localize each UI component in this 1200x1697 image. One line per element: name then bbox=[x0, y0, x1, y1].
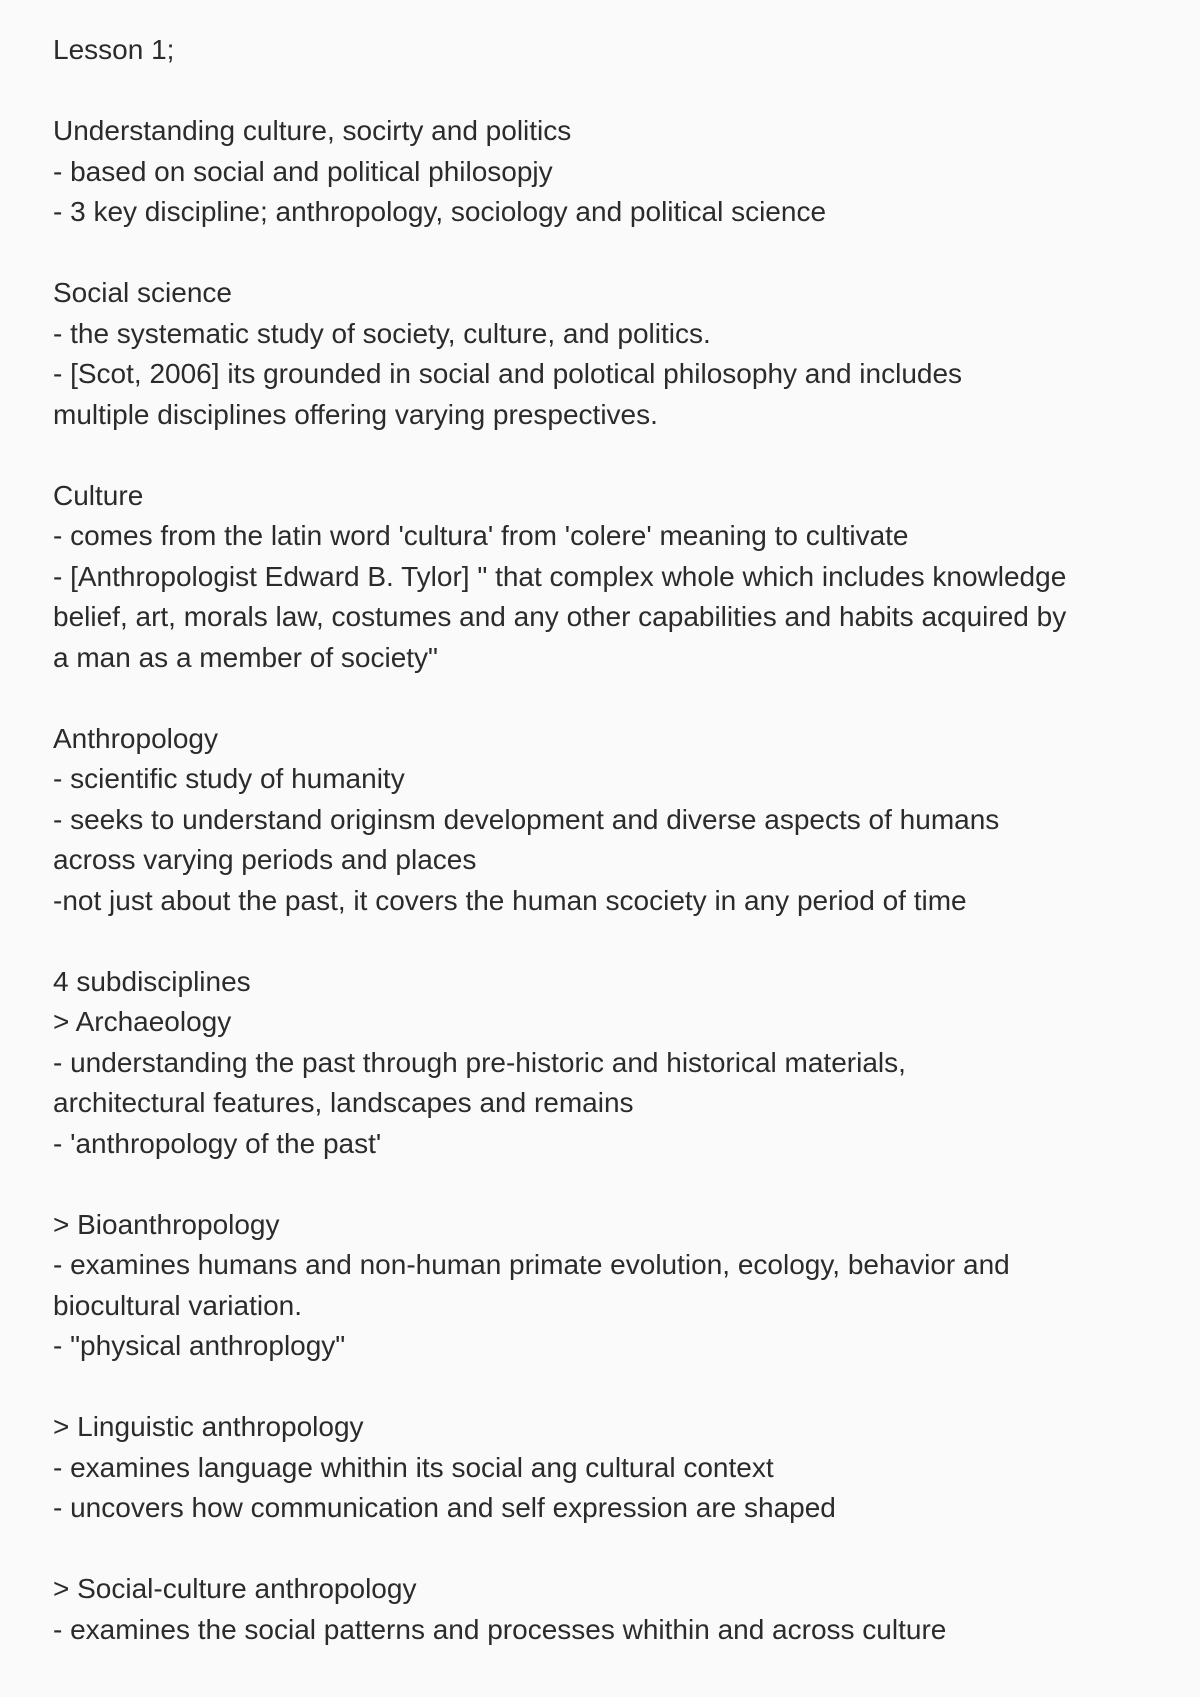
note-line: - "physical anthroplogy" bbox=[53, 1330, 346, 1361]
note-line: - examines the social patterns and processes whithin and across culture bbox=[53, 1613, 947, 1645]
note-line: across varying periods and places bbox=[53, 844, 477, 875]
note-line: Anthropology bbox=[53, 722, 219, 754]
note-line: Culture bbox=[53, 479, 144, 511]
note-line: - scientific study of humanity bbox=[53, 763, 405, 794]
blank-line bbox=[53, 1164, 1163, 1205]
note-line: - 3 key discipline; anthropology, sociology and political science bbox=[53, 196, 827, 227]
note-line: - uncovers how communication and self expression are shaped bbox=[53, 1492, 836, 1523]
note-line: - comes from the latin word 'cultura' from 'colere' meaning to cultivate bbox=[53, 520, 909, 551]
note-line: > Archaeology bbox=[53, 1006, 232, 1037]
blank-line bbox=[53, 921, 1163, 962]
blank-line bbox=[53, 435, 1163, 476]
note-body bbox=[53, 30, 1163, 1650]
note-line: > Linguistic anthropology bbox=[53, 1411, 364, 1442]
blank-line bbox=[53, 678, 1163, 719]
note-line: > Bioanthropology bbox=[53, 1208, 280, 1240]
note-line: a man as a member of society" bbox=[53, 641, 438, 673]
note-line: - examines language whithin its social ang cultural context bbox=[53, 1451, 774, 1483]
note-line: - 'anthropology of the past' bbox=[53, 1127, 382, 1159]
note-line: multiple disciplines offering varying prespectives. bbox=[53, 398, 658, 430]
note-line: belief, art, morals law, costumes and any other capabilities and habits acquired by bbox=[53, 601, 1067, 632]
note-line: - based on social and political philosopjy bbox=[53, 155, 553, 187]
note-line: - seeks to understand originsm development and diverse aspects of humans bbox=[53, 803, 1000, 835]
blank-line bbox=[53, 233, 1163, 274]
note-line: - [Scot, 2006] its grounded in social and polotical philosophy and includes bbox=[53, 358, 963, 389]
blank-line bbox=[53, 71, 1163, 112]
note-line: -not just about the past, it covers the human scociety in any period of time bbox=[53, 884, 967, 916]
note-line: Social science bbox=[53, 277, 232, 308]
blank-line bbox=[53, 1367, 1163, 1408]
blank-line bbox=[53, 1529, 1163, 1570]
note-line: Lesson 1; bbox=[53, 34, 175, 65]
note-line: Understanding culture, socirty and politics bbox=[53, 115, 572, 146]
note-line: - understanding the past through pre-historic and historical materials, bbox=[53, 1046, 906, 1078]
note-line: architectural features, landscapes and remains bbox=[53, 1087, 634, 1118]
note-line: > Social-culture anthropology bbox=[53, 1573, 417, 1604]
note-line: - [Anthropologist Edward B. Tylor] " that complex whole which includes knowledge bbox=[53, 560, 1067, 592]
note-line: - the systematic study of society, culture, and politics. bbox=[53, 317, 711, 349]
note-line: - examines humans and non-human primate evolution, ecology, behavior and bbox=[53, 1249, 1010, 1280]
note-line: biocultural variation. bbox=[53, 1289, 303, 1321]
note-line: 4 subdisciplines bbox=[53, 965, 251, 997]
